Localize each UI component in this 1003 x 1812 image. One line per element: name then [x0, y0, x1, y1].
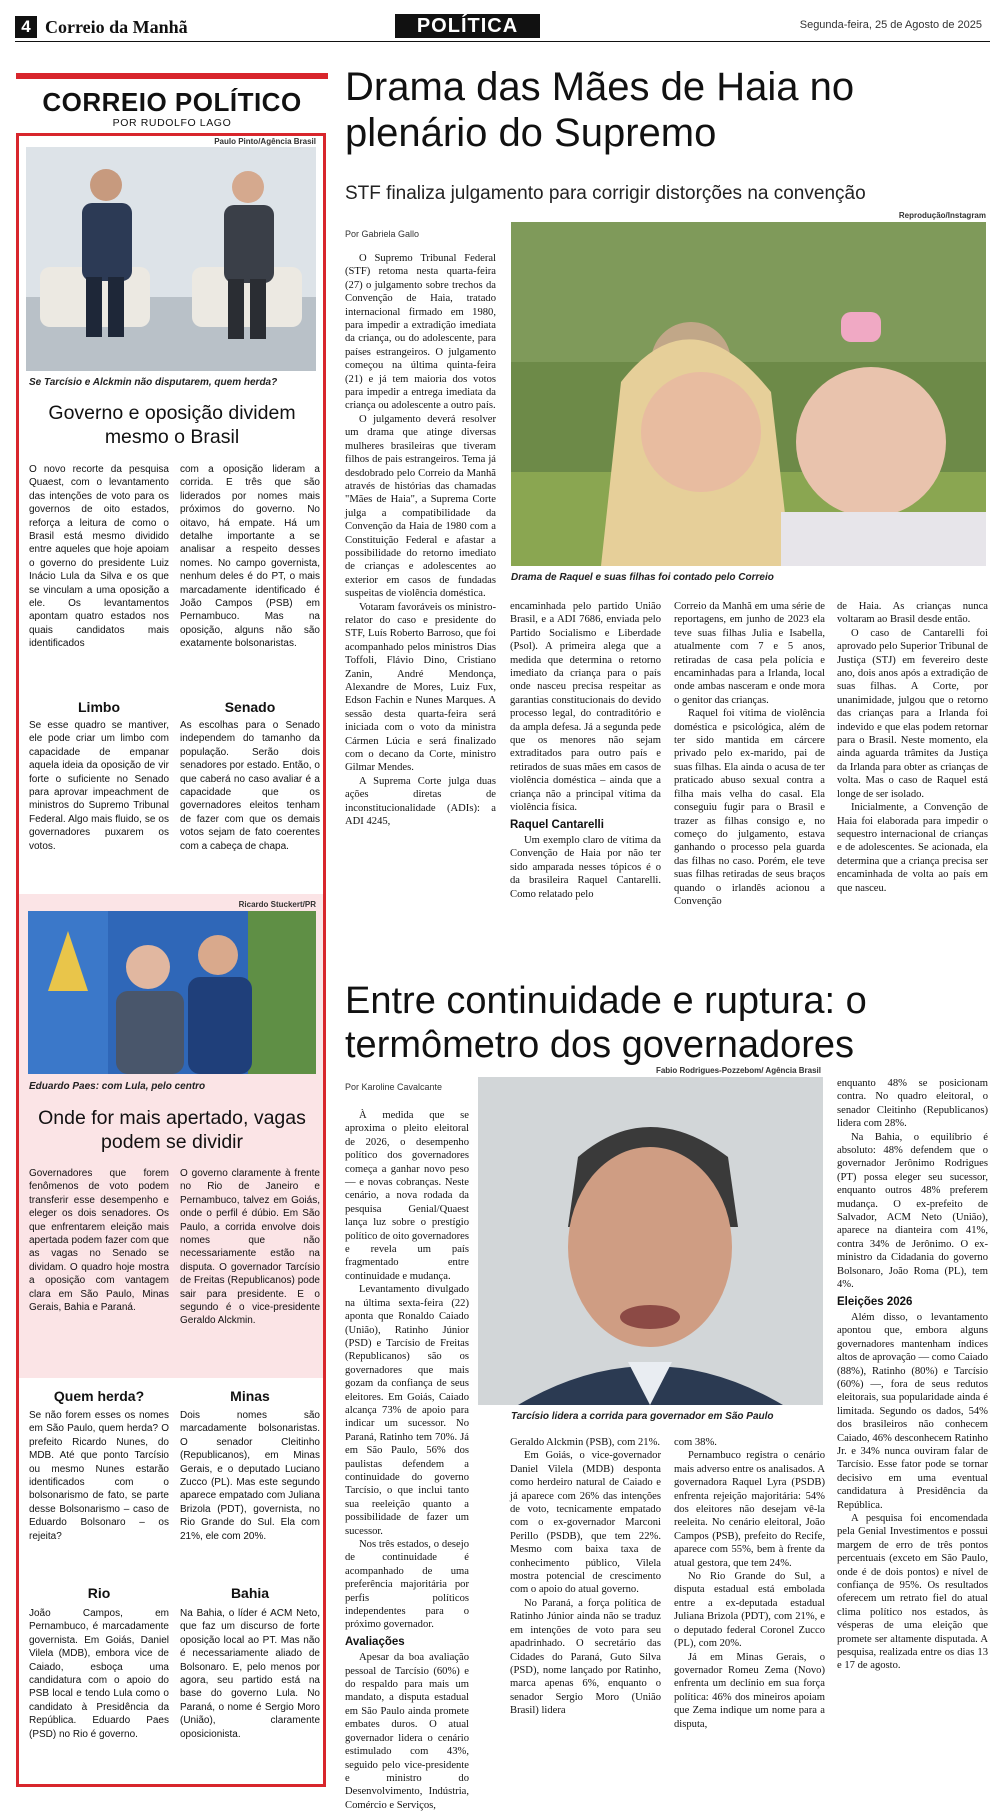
- article1-col2-p2: Um exemplo claro de vítima da Convenção de Haia por não ter sido amparada nesses tópicos é o da brasileira Raquel Cantarelli. Como relatado pelo: [510, 834, 661, 900]
- article2-col1-p4: Apesar da boa avaliação pessoal de Tarcísio (60%) e do respaldo para mais um mandato, a disputa estadual em São Paulo ainda promete embates duros. O atual governador lidera o cenário estimulado com 43%, seguido pelo vice-presidente e ministro do Desenvolvimento, Indústria, Comércio e Serviços,: [345, 1652, 469, 1811]
- photo-lula-paes: [28, 911, 316, 1074]
- quem-head: Quem herda?: [53, 1388, 145, 1404]
- article2-photo-credit: Fabio Rodrigues-Pozzebom/ Agência Brasil: [655, 1066, 821, 1075]
- article2-photo-illustration: [478, 1077, 823, 1405]
- issue-date: Segunda-feira, 25 de Agosto de 2025: [799, 19, 982, 31]
- column-title: CORREIO POLÍTICO: [42, 87, 302, 117]
- senado-text: As escolhas para o Senado independem do tamanho da população. Serão dois senadores por estado. Então, o que caberá no caso avaliar é a capacidade que os governadores eleitos tenham de fazer com que os demais votos sejam de fato coerentes com a cabeça de chapa.: [180, 720, 320, 852]
- photo-tarcisio-alckmin-illustration: [26, 147, 316, 371]
- photo1-credit: Paulo Pinto/Agência Brasil: [214, 137, 316, 146]
- column-text2-left: Governadores que forem fenômenos de voto podem transferir esse desempenho e eleger os dois senadores. Os que enfrentarem eleição mais apertada podem fazer com que as vagas no Senado se dividam. O quadro hoje mostra a oposição com vantagem clara em São Paulo, Minas Gerais, Bahia e Paraná.: [29, 1168, 169, 1314]
- column-text2-right: O governo claramente à frente no Rio de Janeiro e Pernambuco, talvez em Goiás, onde o perfil é dúbio. Em São Paulo, a corrida envolve dois nomes que não necessariamente estão na disputa. O governador Tarcísio de Freitas (Republicanos) pode sair para presidente. E o segundo é o vice-presidente Geraldo Alckmin.: [180, 1168, 320, 1327]
- article2-col4-p2: Na Bahia, o equilíbrio é absoluto: 48% defendem que o governador Jerônimo Rodrigues (PT) possa eleger seu sucessor, enquanto outros 48% preferem mudança. O ex-prefeito de Salvador, ACM Neto (União), aparece na dianteira com 41%, contra 34% de Jerônimo. O ex-ministro da Cidadania do governo Bolsonaro, João Roma (PL), tem 4%.: [837, 1131, 988, 1291]
- article1-photo-caption: Drama de Raquel e suas filhas foi contado pelo Correio: [511, 572, 774, 583]
- article2-col1-p2: Levantamento divulgado na última sexta-feira (22) aponta que Ronaldo Caiado (União), Ratinho Júnior (PSD) e Tarcísio de Freitas (Republicanos) são os governadores que mais gozam da confiança de seus eleitores. Em Goiás, Caiado alcança 73% de apoio para indicar um sucessor. No Paraná, Ratinho tem 70%. Já em São Paulo, 56% dos paulistas defendem a continuidade do governo Tarcísio, o que inclui tanto sua reeleição quanto a possibilidade de fazer um sucessor.: [345, 1284, 469, 1537]
- article2-col3-p4: Já em Minas Gerais, o governador Romeu Zema (Novo) enfrenta um declínio em sua força política: 46% dos mineiros apoiam que Zema indique um nome para a disputa,: [674, 1651, 825, 1730]
- article1-byline: Por Gabriela Gallo: [345, 229, 420, 239]
- article1-col1-p3: Votaram favoráveis os ministro-relator do caso e presidente do STF, Luís Roberto Barroso, que foi acompanhado pelos ministros Dias Toffoli, Flávio Dino, Cristiano Zanin, André Mendonça, Alexandre de Mores, Luiz Fux, Edson Fachin e Nunes Marques. A sessão desta quarta-feira será iniciada com o voto da ministra Cármen Lúcia e será finalizado com o decano da Corte, ministro Gilmar Mendes.: [345, 601, 496, 774]
- article2-col3-p1: com 38%.: [674, 1437, 717, 1448]
- section-label: POLÍTICA: [395, 14, 540, 38]
- article2-col1-subhead: Avaliações: [345, 1635, 405, 1648]
- quem-text: Se não forem esses os nomes em São Paulo, quem herda? O prefeito Ricardo Nunes, do MDB. Até que ponto Tarcísio ou mesmo Nunes estarão identificados com o bolsonarismo de fato, se parte desse Bolsonarismo – caso de Eduardo Bolsonaro – os rejeita?: [29, 1410, 169, 1542]
- minas-head: Minas: [230, 1388, 270, 1404]
- article1-col1-p4: A Suprema Corte julga duas ações diretas de inconstitucionalidade (ADIs): a ADI 4245,: [345, 775, 496, 828]
- rio-head: Rio: [87, 1585, 111, 1601]
- limbo-text: Se esse quadro se mantiver, ele pode criar um limbo com capacidade de empanar aquela ideia da oposição de vir forte o suficiente no Senado para aprovar impeachment de ministros do Supremo Tribunal Federal. Algo mais fluido, se os governadores puxarem os votos.: [29, 720, 169, 852]
- article1-col4-p2: O caso de Cantarelli foi aprovado pelo Superior Tribunal de Justiça (STJ) em fevereiro deste ano, dois anos após a extradição de suas filhas. A Corte, por unanimidade, julgou que o retorno das crianças para a Irlanda foi indevido e que elas podem retornar para o Brasil. Neste momento, ela ainda aguarda trâmites da Justiça da Irlanda para obter as crianças de volta. Mas o caso de Raquel está longe de ser isolado.: [837, 627, 988, 800]
- article1-photo: [511, 222, 986, 566]
- masthead-rule: [15, 41, 990, 42]
- article1-col2: [510, 600, 661, 901]
- photo-tarcisio-alckmin: [26, 147, 316, 371]
- article2-col4-p4: A pesquisa foi encomendada pela Genial Investimentos e possui margem de erro de três pontos percentuais (exceto em São Paulo, onde é de dois pontos) e nível de confiança de 95%. Os resultados oferecem um retrato fiel do atual clima político nos estados, às vésperas de uma eleição que promete ser altamente disputada. A pesquisa, realizada entre os dias 13 e 17 de agosto.: [837, 1513, 988, 1672]
- article1-col1-p1: O Supremo Tribunal Federal (STF) retoma nesta quarta-feira (27) o julgamento sobre trechos da Convenção de Haia, tratado internacional firmado em 1980, para impedir a extradição imediata da criança, ou do adolescente, para países estrangeiros. O julgamento começou na última quinta-feira (21) e já tem maioria dos votos para impedir a entrega imediata da criança ou adolescente a outro país.: [345, 253, 496, 412]
- article1-col1: [345, 252, 496, 828]
- article2-photo: [478, 1077, 823, 1405]
- article2-col2: [510, 1436, 661, 1718]
- senado-head: Senado: [224, 699, 276, 715]
- column-text1-right: com a oposição lideram a corrida. E três que são liderados por nomes mais próximos do governo. No oitavo, há empate. Há um detalhe importante a se analisar a respeito desses nomes. No campo governista, nenhum deles é do PT, o mais marcadamente identificado é João Campos (PSB) em Pernambuco. Mas na oposição, alguns não são exatamente bolsonaristas.: [180, 464, 320, 650]
- column-headline-1: Governo e oposição dividem mesmo o Brasil: [48, 402, 296, 448]
- photo-lula-paes-illustration: [28, 911, 316, 1074]
- article1-col2-p1: encaminhada pelo partido União Brasil, e a ADI 7686, enviada pelo Partido Socialismo e Liberdade (Psol). A primeira alega que a medida que determina o retorno imediato da criança para o país onde nasceu precisa respeitar as garantias constitucionais do devido processo legal, do contraditório e da ampla defesa. Já a segunda pede que os menores não sejam extraditados para outro país e retirados de suas mães em casos de violência doméstica – ainda que a criança não a principal vítima da violência física.: [510, 601, 661, 814]
- limbo-head: Limbo: [78, 699, 120, 715]
- masthead: [15, 14, 990, 42]
- article2-headline: Entre continuidade e ruptura: o termômetro dos governadores: [345, 980, 867, 1066]
- bahia-head: Bahia: [230, 1585, 270, 1601]
- article1-col3: [674, 600, 825, 908]
- article2-byline: Por Karoline Cavalcante: [345, 1082, 443, 1092]
- column-top-bar: [16, 73, 328, 79]
- article1-col4: [837, 600, 988, 895]
- article1-col3-p2: Raquel foi vítima de violência doméstica e psicológica, além de ter sido mantida em cárcere privado pelo ex-marido, pai de suas filhas. Ela ainda o acusa de ter praticado abuso sexual contra a filha mais velha do casal. Ela conseguiu fugir para o Brasil e trazer as filhas consigo e, no começo do julgamento, estava ganhando o processo pela guarda das filhas no caso. Porém, ele teve suas filhas retiradas de seus braços quando o irlandês acionou a Convenção: [674, 708, 825, 907]
- rio-text: João Campos, em Pernambuco, é marcadamente governista. Em Goiás, Daniel Vilela (MDB), embora vice de Caiado, esboça uma candidatura com o apoio do PSB local e tendo Lula como o candidato à Presidência da República. Eduardo Paes (PSD) no Rio é governo.: [29, 1608, 169, 1740]
- article1-col4-p1: de Haia. As crianças nunca voltaram ao Brasil desde então.: [837, 601, 988, 626]
- article1-col4-p3: Inicialmente, a Convenção de Haia foi elaborada para impedir o sequestro internacional de crianças e de adolescentes. Se acionada, ela determina que a criança precisa ser encaminhada de volta ao país em que nasceu.: [837, 802, 988, 894]
- article2-photo-caption: Tarcísio lidera a corrida para governador em São Paulo: [511, 1411, 774, 1422]
- article1-col1-p2: O julgamento deverá resolver um drama que atinge diversas mulheres brasileiras que tiveram filhos de pais estrangeiros. Tema já desdobrado pelo Correio da Manhã através de histórias das chamadas "Mães de Haia", a Suprema Corte julga a compatibilidade da Convenção da Haia de 1980 com a Constituição Federal e afastar a possibilidade do retorno imediato de crianças e adolescentes ao exterior em casos de fundadas suspeitas de violência doméstica.: [345, 413, 496, 600]
- article2-col2-p2: Em Goiás, o vice-governador Daniel Vilela (MDB) desponta como herdeiro natural de Caiado e já aparece com 26% das intenções de voto, tecnicamente empatado com o ex-governador Marconi Perillo (PSDB), que tem 22%. Mesmo com baixa taxa de conhecimento público, Vilela mostra potencial de crescimento com o apoio do atual governo.: [510, 1450, 661, 1596]
- article1-subtitle: STF finaliza julgamento para corrigir distorções na convenção: [345, 183, 866, 204]
- column-byline: POR RUDOLFO LAGO: [112, 117, 232, 129]
- article1-col2-subhead: Raquel Cantarelli: [510, 818, 604, 831]
- photo2-caption: Eduardo Paes: com Lula, pelo centro: [29, 1081, 206, 1092]
- article2-col2-p3: No Paraná, a força política de Ratinho Júnior ainda não se traduz em intenções de voto para seu apadrinhado. O secretário das Cidades do Paraná, Guto Silva (PSD), nome lançado por Ratinho, marca apenas 6%, enquanto o senador Sergio Moro (União Brasil) lidera: [510, 1597, 661, 1717]
- article1-photo-credit: Reprodução/Instagram: [898, 211, 986, 220]
- article2-col2-p1: Geraldo Alckmin (PSB), com 21%.: [510, 1437, 661, 1448]
- paper-name: Correio da Manhã: [45, 17, 188, 37]
- photo2-credit: Ricardo Stuckert/PR: [238, 900, 316, 909]
- column-text1-left: O novo recorte da pesquisa Quaest, com o levantamento das intenções de voto para os governos de oito estados, reforça a leitura de como o Brasil está mesmo dividido entre aqueles que hoje apoiam o governo do presidente Luiz Inácio Lula da Silva e os que se vinculam a uma oposição a ele. Os levantamentos apontam quatro estados nos quais candidatos mais identificados: [29, 464, 169, 650]
- article2-col4: [837, 1077, 988, 1673]
- article2-col3-p2: Pernambuco registra o cenário mais adverso entre os analisados. A governadora Raquel Lyra (PSDB) enfrenta rejeição majoritária: 54% dos eleitores não desejam vê-la reeleita. No cenário eleitoral, João Campos (PSB), prefeito do Recife, aparece com 55%, bem à frente da atual gestora, que tem 24%.: [674, 1450, 825, 1569]
- photo1-caption: Se Tarcísio e Alckmin não disputarem, quem herda?: [29, 377, 278, 388]
- article2-col1-p3: Nos três estados, o desejo de continuidade é acompanhado de uma preferência majoritária por perfis políticos independentes para o próximo governador.: [345, 1539, 469, 1631]
- article1-photo-illustration: [511, 222, 986, 566]
- article2-col3-p3: No Rio Grande do Sul, a disputa estadual está embolada entre a ex-deputada estadual Juliana Brizola (PDT), com 21%, e o deputado federal Coronel Zucco (PL), com 20%.: [674, 1571, 825, 1650]
- article2-col1: [345, 1109, 469, 1812]
- article2-col4-p1: enquanto 48% se posicionam contra. No quadro eleitoral, o senador Cleitinho (Republicanos) lidera com 28%.: [837, 1078, 988, 1130]
- minas-text: Dois nomes são marcadamente bolsonaristas. O senador Cleitinho (Republicanos), em Minas Gerais, e o deputado Luciano Zucco (PL). Mas este segundo aparece empatado com Juliana Brizola (PDT), governista, no Rio Grande do Sul. Ela com 21%, ele com 20%.: [180, 1410, 320, 1542]
- article1-headline: Drama das Mães de Haia no plenário do Supremo: [345, 65, 855, 155]
- article2-col4-subhead: Eleições 2026: [837, 1295, 913, 1308]
- article2-col1-p1: À medida que se aproxima o pleito eleitoral de 2026, o desempenho político dos governadores começa a ganhar novo peso — e novas cobranças. Neste cenário, a nova rodada da pesquisa Genial/Quaest lança luz sobre o prestígio político de oito governadores e revela um país fragmentado entre continuidade e mudança.: [345, 1110, 469, 1282]
- article1-col3-p1: Correio da Manhã em uma série de reportagens, em junho de 2023 ela teve suas filhas Julia e Isabella, atualmente com 7 e 5 anos, retiradas de casa pela polícia e encaminhadas para a Irlanda, local onde ambas nasceram e onde mora o genitor das crianças.: [674, 601, 825, 706]
- article2-col4-p3: Além disso, o levantamento apontou que, embora alguns governadores mantenham índices altos de aprovação — como Caiado (88%), Ratinho (80%) e Tarcísio (60%) —, fora de seus redutos eleitorais, sua popularidade ainda é limitada. Segundo os dados, 54% dos brasileiros não conhecem Caiado, 46% desconhecem Ratinho Jr. e 34% nunca ouviram falar de Tarcísio. Esse fator pode se tornar decisivo em uma eventual candidatura à Presidência da República.: [837, 1311, 988, 1511]
- page-number: 4: [15, 16, 37, 38]
- article2-col3: [674, 1436, 825, 1731]
- column-headline-2: Onde for mais apertado, vagas podem se dividir: [38, 1107, 306, 1153]
- bahia-text: Na Bahia, o líder é ACM Neto, que faz um discurso de forte oposição local ao PT. Mas não é necessariamente aliado de Bolsonaro. E, pelo menos por agora, seu partido está na base do governo Lula. No Paraná, o nome é Sergio Moro (União), claramente oposicionista.: [180, 1608, 320, 1740]
